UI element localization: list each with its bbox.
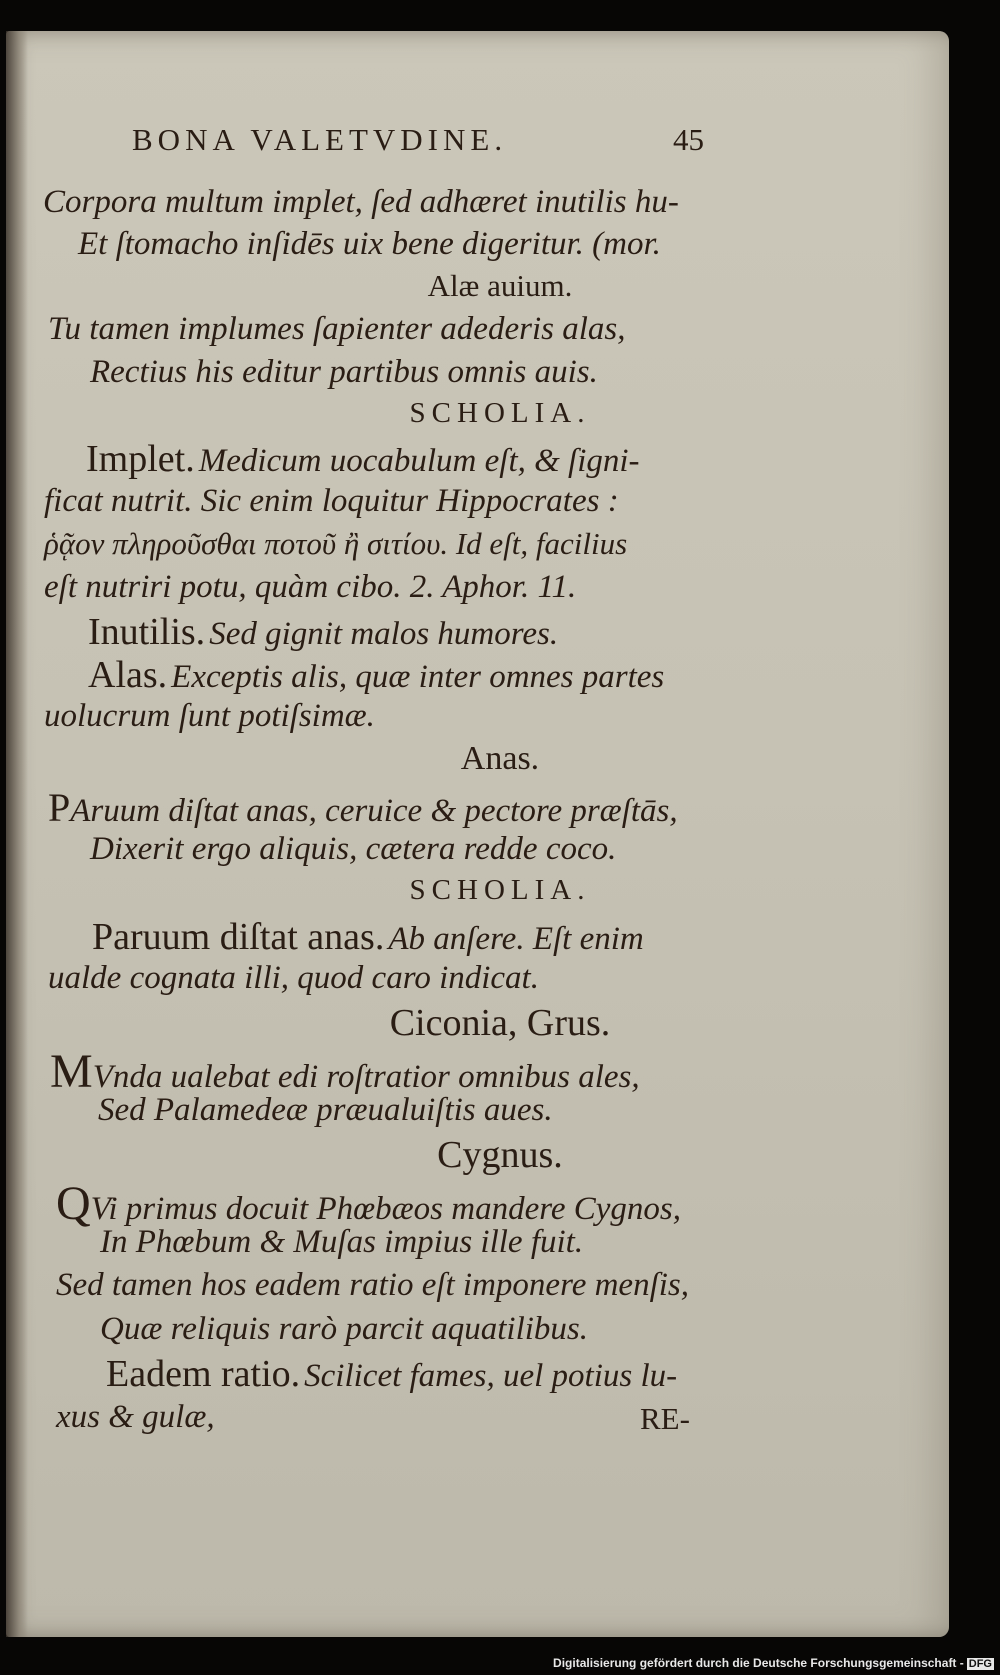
text-line-6: ficat nutrit. Sic enim loquitur Hippocrates :	[44, 483, 619, 519]
text-line-9	[88, 656, 1000, 694]
running-title: BONA VALETVDINE.	[132, 122, 508, 157]
text-line-17	[56, 1177, 1000, 1230]
gloss-implet: Medicum uocabulum eſt, & ſigni-	[198, 443, 640, 479]
initial-p: P	[48, 785, 71, 830]
text-line-7: eſt nutriri potu, quàm cibo. 2. Aphor. 11.	[44, 569, 577, 605]
section-heading-ciconia: Ciconia, Grus.	[389, 1002, 611, 1044]
section-heading-alae: Alæ auium.	[427, 268, 573, 303]
text-line-13	[92, 918, 1000, 956]
initial-q: Q	[56, 1177, 91, 1230]
text-line-20: Quæ reliquis rarò parcit aquatilibus.	[100, 1311, 589, 1347]
lemma-implet: Implet.	[86, 438, 195, 480]
text-line-4: Rectius his editur partibus omnis auis.	[90, 354, 598, 390]
dfg-logo: DFG	[968, 1658, 992, 1670]
gloss-alas: Exceptis alis, quæ inter omnes partes	[171, 659, 665, 695]
text-line-15	[50, 1045, 1000, 1098]
lemma-inutilis: Inutilis.	[88, 611, 206, 653]
lemma-alas: Alas.	[88, 654, 168, 696]
text-line-11	[48, 785, 1000, 830]
lemma-eadem: Eadem ratio.	[106, 1353, 301, 1395]
text-line-18: In Phœbum & Muſas impius ille fuit.	[100, 1224, 584, 1260]
text-line-1: Corpora multum implet, ſed adhæret inutilis hu-	[43, 184, 679, 220]
verse-cygnus-1: Vi primus docuit Phœbæos mandere Cygnos,	[90, 1191, 681, 1227]
page-number: 45	[673, 122, 704, 157]
section-heading-anas: Anas.	[460, 740, 540, 777]
text-line-10: uolucrum ſunt potiſsimæ.	[44, 698, 375, 734]
gloss-eadem: Scilicet fames, uel potius lu-	[304, 1358, 678, 1394]
lemma-paruum: Paruum diſtat anas.	[92, 916, 385, 958]
digitization-credit	[553, 1656, 994, 1670]
text-line-21	[106, 1355, 1000, 1393]
text-line-19: Sed tamen hos eadem ratio eſt imponere menſis,	[56, 1267, 689, 1303]
text-line-5	[86, 440, 1000, 478]
catchword: RE-	[640, 1401, 690, 1436]
text-line-2: Et ſtomacho inſidēs uix bene digeritur. (mor.	[78, 226, 661, 262]
initial-m: M	[50, 1045, 93, 1098]
scholia-heading-2: SCHOLIA.	[409, 874, 591, 906]
gloss-paruum: Ab anſere. Eſt enim	[388, 921, 644, 957]
text-line-greek: ῥᾷον πληροῦσθαι ποτοῦ ἢ σιτίου. Id eſt, facilius	[44, 526, 628, 561]
text-line-3: Tu tamen implumes ſapienter adederis alas,	[48, 311, 626, 347]
text-line-16: Sed Palamedeæ præualuiſtis aues.	[98, 1092, 553, 1128]
text-line-22: xus & gulæ,	[56, 1399, 215, 1435]
verse-anas-1: Aruum diſtat anas, ceruice & pectore præſtās,	[70, 793, 678, 829]
gloss-inutilis: Sed gignit malos humores.	[209, 616, 559, 652]
text-line-14: ualde cognata illi, quod caro indicat.	[48, 960, 539, 996]
credit-text: Digitalisierung gefördert durch die Deutsche Forschungsgemeinschaft -	[553, 1656, 964, 1670]
text-line-8	[88, 613, 1000, 651]
scholia-heading-1: SCHOLIA.	[409, 397, 591, 429]
text-line-12: Dixerit ergo aliquis, cætera redde coco.	[90, 831, 617, 867]
verse-ciconia-1: Vnda ualebat edi roſtratior omnibus ales,	[92, 1059, 640, 1095]
section-heading-cygnus: Cygnus.	[437, 1134, 563, 1176]
